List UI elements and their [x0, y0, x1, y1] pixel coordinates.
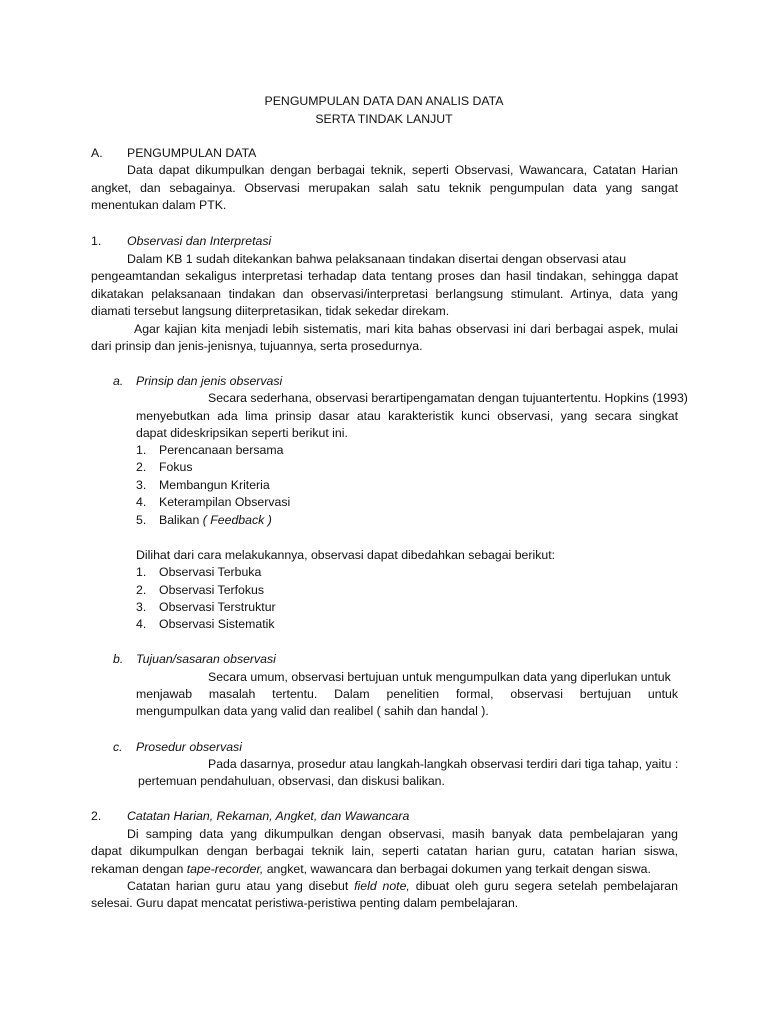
- document-title-line1: PENGUMPULAN DATA DAN ANALIS DATA: [264, 94, 504, 108]
- subsection-1-p2-line1: Agar kajian kita menjadi lebih sistematis, mari kita bahas observasi ini dari berbagai aspek, mulai: [134, 322, 678, 336]
- subsection-1-p1-line3: dikatakan pelaksanaan tindakan dan observasi/interpretasi berlangsung stimulant. Artinya, data yang: [91, 287, 678, 301]
- point-a-p-line2: menyebutkan ada lima prinsip dasar atau karakteristik kunci observasi, yang secara singkat: [136, 409, 678, 423]
- point-a-p-line1: Secara sederhana, observasi berartipengamatan dengan tujuantertentu. Hopkins (1993): [208, 391, 688, 405]
- subsection-1-heading: Observasi dan Interpretasi: [127, 234, 272, 248]
- subsection-2-p1-line3: rekaman dengan tape-recorder, angket, wawancara dan berbagai dokumen yang terkait dengan siswa.: [91, 862, 651, 876]
- principle-item: 4. Keterampilan Observasi: [136, 495, 291, 509]
- principle-item: 1. Perencanaan bersama: [136, 443, 284, 457]
- point-c-letter: c.: [113, 740, 123, 754]
- subsection-2-heading: Catatan Harian, Rekaman, Angket, dan Wawancara: [127, 809, 410, 823]
- subsection-1-p1-line2: pengeamtandan sekaligus interpretasi terhadap data tentang proses dan hasil tindakan, sehingga dapat: [91, 269, 678, 283]
- point-a-p-line3: dapat dideskripsikan seperti berikut ini.: [136, 426, 348, 440]
- point-a-heading: Prinsip dan jenis observasi: [136, 374, 283, 388]
- point-b-p-line2: menjawab masalah tertentu. Dalam penelitien formal, observasi bertujuan untuk: [136, 687, 678, 701]
- document-title-line2: SERTA TINDAK LANJUT: [315, 112, 453, 126]
- section-a-para-line3: menentukan dalam PTK.: [91, 198, 227, 212]
- subsection-2-p1-line1: Di samping data yang dikumpulkan dengan observasi, masih banyak data pembelajaran yang: [127, 827, 678, 841]
- section-a-para-line1: Data dapat dikumpulkan dengan berbagai teknik, seperti Observasi, Wawancara, Catatan Harian: [127, 163, 678, 177]
- subsection-2-p2-line1: Catatan harian guru atau yang disebut field note, dibuat oleh guru segera setelah pembelajaran: [127, 879, 678, 893]
- principle-item: 3. Membangun Kriteria: [136, 478, 270, 492]
- observation-type-item: 4. Observasi Sistematik: [136, 617, 275, 631]
- point-c-p-line2: pertemuan pendahuluan, observasi, dan diskusi balikan.: [138, 774, 445, 788]
- section-a-para-line2: angket, dan sebagainya. Observasi merupakan salah satu teknik pengumpulan data yang sangat: [91, 181, 678, 195]
- subsection-2-p2-line2: selesai. Guru dapat mencatat peristiwa-peristiwa penting dalam pembelajaran.: [91, 896, 519, 910]
- section-a-letter: A.: [91, 146, 103, 160]
- point-b-letter: b.: [113, 652, 124, 666]
- subsection-1-number: 1.: [91, 234, 102, 248]
- point-b-p-line1: Secara umum, observasi bertujuan untuk mengumpulkan data yang diperlukan untuk: [208, 670, 671, 684]
- subsection-1-p2-line2: dari prinsip dan jenis-jenisnya, tujuannya, serta prosedurnya.: [91, 339, 423, 353]
- point-a-letter: a.: [113, 374, 124, 388]
- observation-type-item: 1. Observasi Terbuka: [136, 565, 262, 579]
- point-c-heading: Prosedur observasi: [136, 740, 242, 754]
- point-a-p2: Dilihat dari cara melakukannya, observasi dapat dibedahkan sebagai berikut:: [136, 548, 556, 562]
- principle-item: 2. Fokus: [136, 460, 193, 474]
- principle-item: 5. Balikan ( Feedback ): [136, 513, 272, 527]
- subsection-2-p1-line2: dapat dikumpulkan dengan berbagai teknik lain, seperti catatan harian guru, catatan harian siswa,: [91, 844, 678, 858]
- subsection-1-p1-line1: Dalam KB 1 sudah ditekankan bahwa pelaksanaan tindakan disertai dengan observasi atau: [127, 252, 627, 266]
- observation-type-item: 2. Observasi Terfokus: [136, 583, 265, 597]
- point-b-heading: Tujuan/sasaran observasi: [136, 652, 276, 666]
- point-c-p-line1: Pada dasarnya, prosedur atau langkah-langkah observasi terdiri dari tiga tahap, yaitu :: [208, 757, 679, 771]
- point-b-p-line3: mengumpulkan data yang valid dan realibel ( sahih dan handal ).: [136, 704, 489, 718]
- subsection-1-p1-line4: diamati tersebut langsung diiterpretasikan, tidak sekedar direkam.: [91, 304, 450, 318]
- observation-type-item: 3. Observasi Terstruktur: [136, 600, 276, 614]
- section-a-heading: PENGUMPULAN DATA: [127, 146, 257, 160]
- subsection-2-number: 2.: [91, 809, 102, 823]
